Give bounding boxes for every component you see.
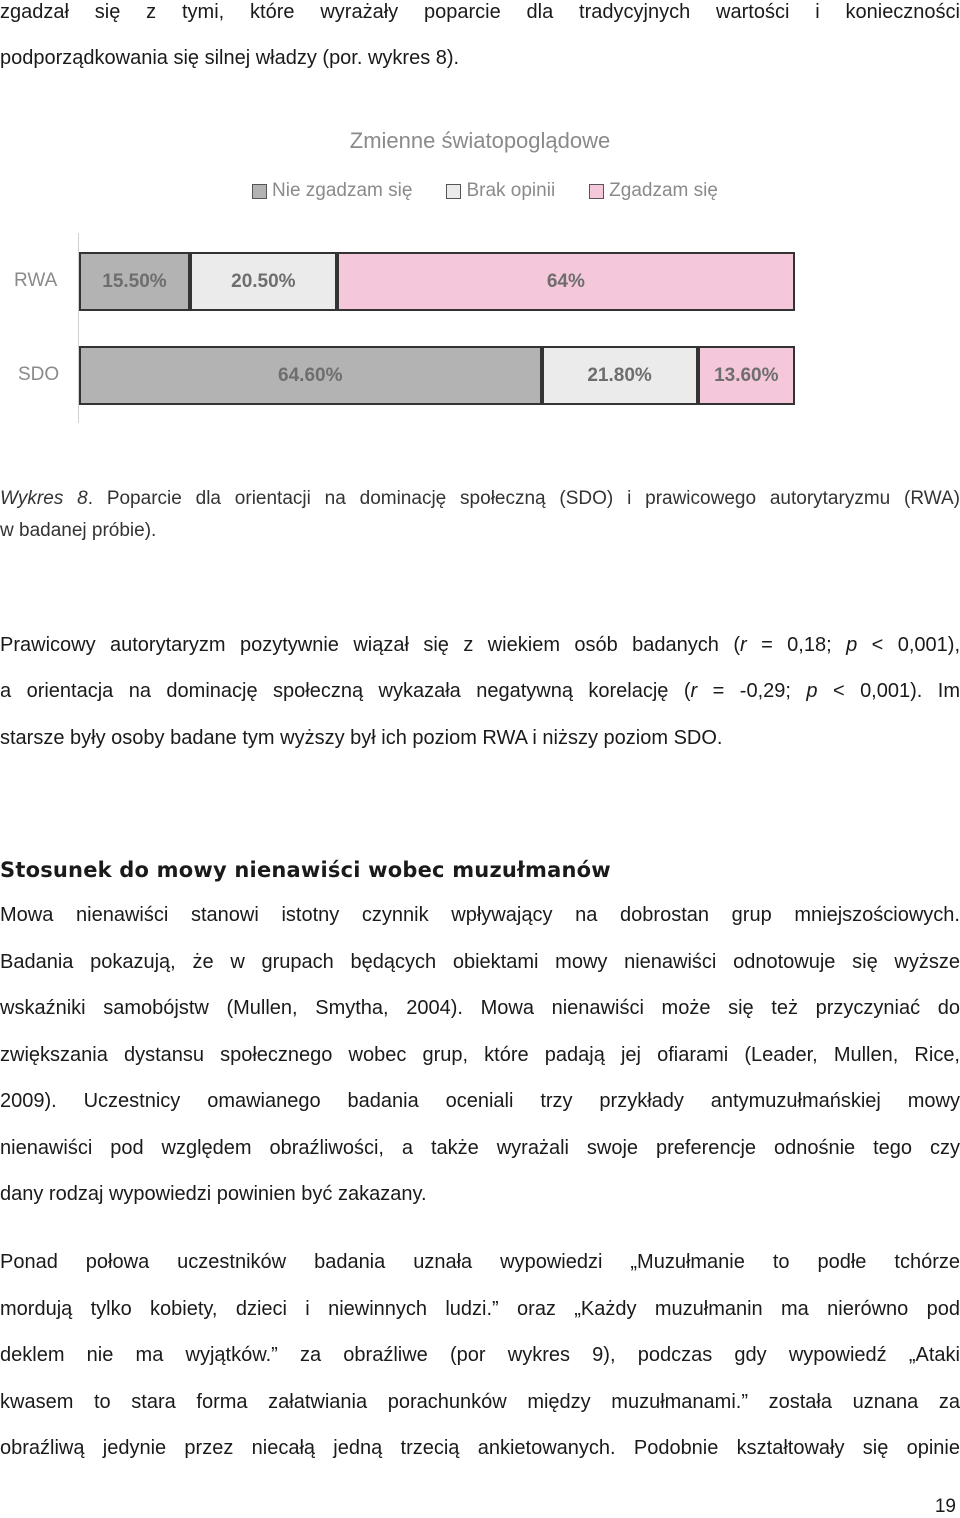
chart-legend [252,180,752,202]
chart-title: Zmienne światopoglądowe [0,128,960,154]
category-label-sdo: SDO [18,364,59,386]
para3-line: Ponad połowa uczestników badania uznała wypowiedzi „Muzułmanie to podłe tchórze [0,1250,960,1274]
para1-r-symbol: r [691,680,698,702]
legend-swatch-disagree [252,184,267,199]
para2-line: zwiększania dystansu społecznego wobec grup, które padają jej ofiarami (Leader, Mullen, Rice, [0,1043,960,1067]
bar-rwa-series-2 [337,252,795,311]
bar-label: 21.80% [587,365,651,387]
para1-text: a orientacja na dominację społeczną wykazała negatywną korelację ( [0,680,691,702]
figure-caption [0,483,960,547]
para1-text: < 0,001), [857,634,960,656]
intro-line-2: podporządkowania się silnej władzy (por. wykres 8). [0,46,960,70]
para2-line: Mowa nienawiści stanowi istotny czynnik wpływający na dobrostan grup mniejszościowych. [0,903,960,927]
bar-sdo-series-0 [79,346,542,405]
para1-line-3: starsze były osoby badane tym wyższy był ich poziom RWA i niższy poziom SDO. [0,726,960,750]
page-number: 19 [935,1496,956,1518]
section-heading: Stosunek do mowy nienawiści wobec muzułmanów [0,858,611,882]
bar-label: 64% [547,271,585,293]
legend-item-no-opinion [446,180,555,202]
bar-rwa-series-1 [190,252,337,311]
legend-swatch-no-opinion [446,184,461,199]
para1-p-symbol: p [846,634,857,656]
para1-p-symbol: p [806,680,817,702]
legend-item-agree [589,180,718,202]
para1-text: Prawicowy autorytaryzm pozytywnie wiązał się z wiekiem osób badanych ( [0,634,740,656]
para2-line: Badania pokazują, że w grupach będących obiektami mowy nienawiści odnotowuje się wyższe [0,950,960,974]
caption-text-1: . Poparcie dla orientacji na dominację społeczną (SDO) i prawicowego autorytaryzmu (RWA) [88,488,960,509]
legend-item-disagree [252,180,412,202]
para1-text: < 0,001). Im [818,680,960,702]
para3-line: deklem nie ma wyjątków.” za obraźliwe (por wykres 9), podczas gdy wypowiedź „Ataki [0,1343,960,1367]
para3-line: mordują tylko kobiety, dzieci i niewinnych ludzi.” oraz „Każdy muzułmanin ma nierówno pod [0,1297,960,1321]
bar-label: 15.50% [102,271,166,293]
bar-sdo-series-2 [698,346,795,405]
legend-label-agree: Zgadzam się [609,180,718,202]
category-label-rwa: RWA [14,270,57,292]
para2-line: dany rodzaj wypowiedzi powinien być zakazany. [0,1182,960,1206]
bar-label: 13.60% [714,365,778,387]
para2-line: 2009). Uczestnicy omawianego badania oceniali trzy przykłady antymuzułmańskiej mowy [0,1089,960,1113]
para1-text: = 0,18; [747,634,846,656]
para2-line: nienawiści pod względem obraźliwości, a także wyrażali swoje preferencje odnośnie tego czy [0,1136,960,1160]
legend-swatch-agree [589,184,604,199]
caption-line-2: w badanej próbie). [0,520,156,541]
bar-label: 20.50% [231,271,295,293]
para1-text: = -0,29; [697,680,806,702]
para3-line: obraźliwą jedynie przez niecałą jedną trzecią ankietowanych. Podobnie kształtowały się opinie [0,1436,960,1460]
legend-label-disagree: Nie zgadzam się [272,180,412,202]
bar-label: 64.60% [278,365,342,387]
bar-sdo-series-1 [542,346,698,405]
para2-line: wskaźniki samobójstw (Mullen, Smytha, 2004). Mowa nienawiści może się też przyczyniać do [0,996,960,1020]
para3-line: kwasem to stara forma załatwiania porachunków między muzułmanami.” została uznana za [0,1390,960,1414]
bar-rwa-series-0 [79,252,190,311]
para1-line-1 [0,633,960,657]
para1-r-symbol: r [740,634,747,656]
intro-line-1: zgadzał się z tymi, które wyrażały poparcie dla tradycyjnych wartości i konieczności [0,0,960,24]
legend-label-no-opinion: Brak opinii [466,180,555,202]
para1-line-2 [0,679,960,703]
caption-line-1 [0,483,960,515]
caption-prefix: Wykres 8 [0,488,88,509]
